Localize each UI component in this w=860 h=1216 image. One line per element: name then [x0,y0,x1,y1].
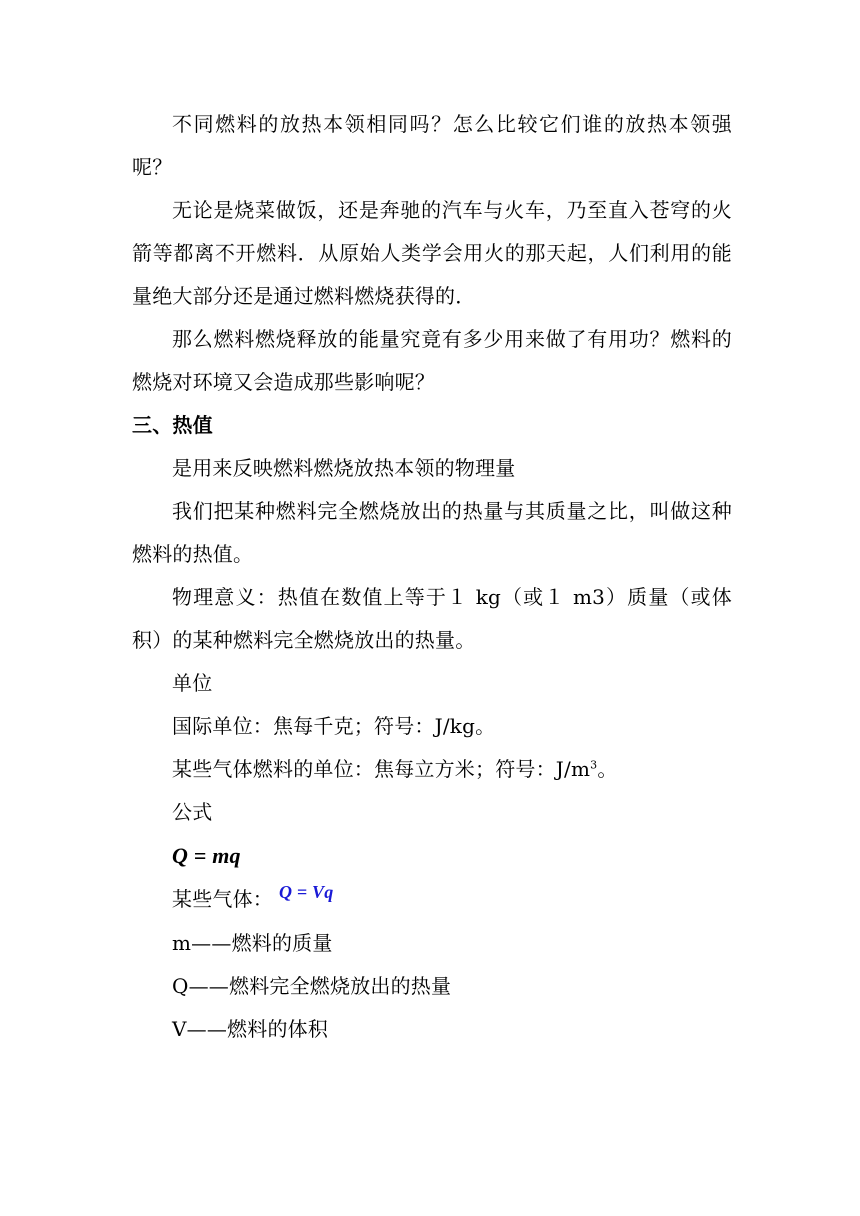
definition-paragraph: 我们把某种燃料完全燃烧放出的热量与其质量之比，叫做这种燃料的热值。 [132,499,732,566]
formula-gas-line [132,878,732,922]
formula-main-line [132,834,732,878]
section-heading: 三、热值 [132,413,213,437]
physical-meaning-paragraph: 物理意义：热值在数值上等于１ kg（或１ m3）质量（或体积）的某种燃料完全燃烧放出的热量。 [132,585,732,652]
formula-gas-label: 某些气体： [172,887,273,911]
document-body [132,103,732,1051]
unit-si-line: 国际单位：焦每千克；符号：J/kg。 [172,714,496,738]
intro-paragraph-2: 无论是烧菜做饭，还是奔驰的汽车与火车，乃至直入苍穹的火箭等都离不开燃料．从原始人类学会用火的那天起，人们利用的能量绝大部分还是通过燃料燃烧获得的． [132,198,732,308]
legend-volume: V——燃料的体积 [172,1017,329,1041]
formula-main: Q = mq [172,843,241,868]
intro-paragraph-3: 那么燃料燃烧释放的能量究竟有多少用来做了有用功？燃料的燃烧对环境又会造成那些影响呢？ [132,327,732,394]
intro-paragraph-1: 不同燃料的放热本领相同吗？怎么比较它们谁的放热本领强呢？ [132,112,732,179]
formula-gas: Q = Vq [279,882,334,902]
legend-heat: Q——燃料完全燃烧放出的热量 [172,974,452,998]
formula-title: 公式 [172,800,213,824]
unit-gas-line [132,748,732,791]
unit-gas-text: 某些气体燃料的单位：焦每立方米；符号：J/m [172,757,591,781]
legend-mass: m——燃料的质量 [172,931,333,955]
purpose-text: 是用来反映燃料燃烧放热本领的物理量 [172,456,516,480]
unit-title: 单位 [172,671,213,695]
unit-gas-suffix: 。 [597,757,618,781]
unit-gas-exponent: 3 [590,758,598,772]
